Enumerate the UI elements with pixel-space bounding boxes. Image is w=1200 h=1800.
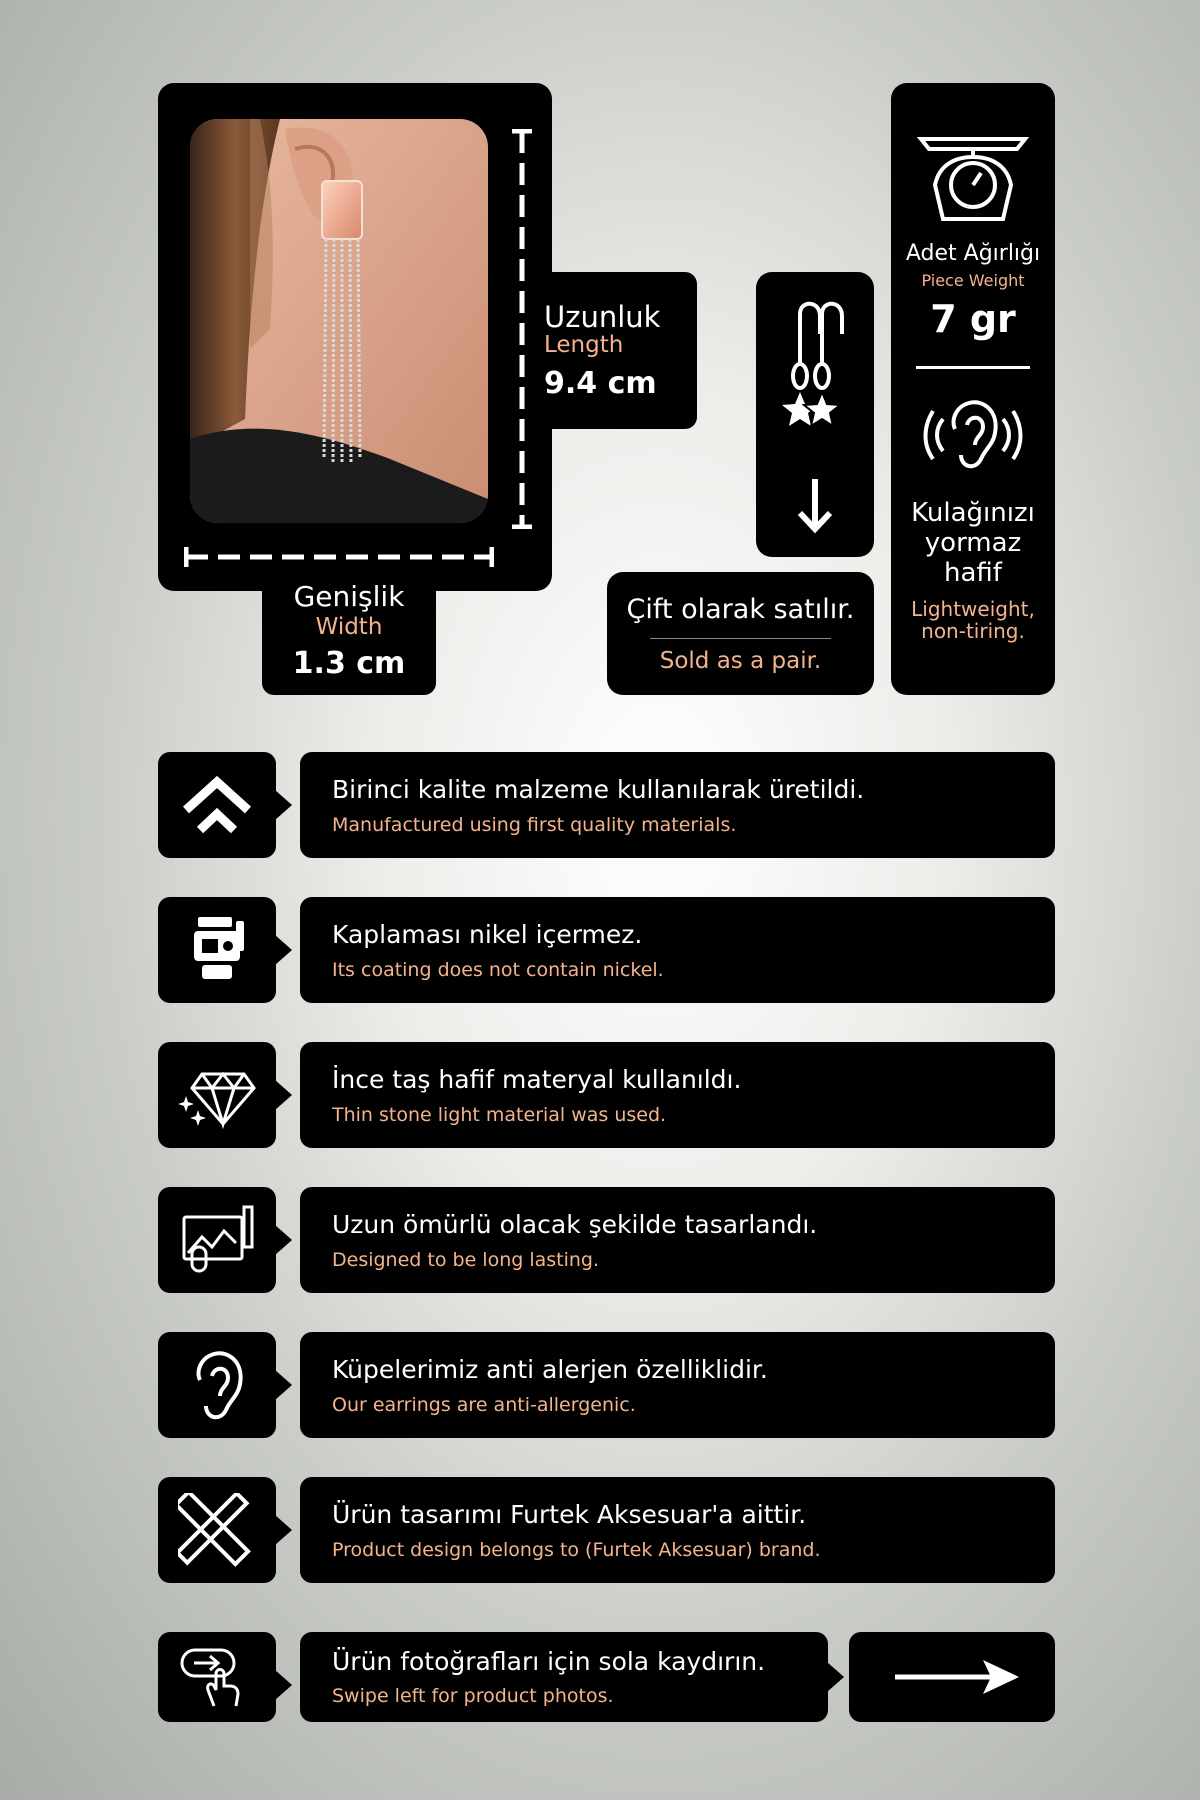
swipe-hint-card	[300, 1632, 828, 1722]
comfort-en-line-2: non-tiring.	[921, 619, 1025, 643]
plating-machine-icon	[178, 913, 256, 987]
width-label-en: Width	[315, 614, 383, 640]
arrow-right-icon	[895, 1660, 1019, 1694]
feature-title: Küpelerimiz anti alerjen özelliklidir.	[332, 1355, 768, 1384]
feature-subtitle: Thin stone light material was used.	[332, 1104, 667, 1126]
ear-icon	[178, 1348, 256, 1422]
width-value: 1.3 cm	[292, 646, 406, 681]
comfort-line-1: Kulağınızı	[911, 498, 1035, 528]
feature-row	[300, 1187, 1055, 1293]
feature-subtitle: Manufactured using first quality materials.	[332, 814, 737, 836]
comfort-line-3: hafif	[944, 558, 1002, 588]
feature-icon-card	[158, 1632, 276, 1722]
comfort-en-line-1: Lightweight,	[911, 597, 1035, 621]
feature-row	[300, 1042, 1055, 1148]
divider	[916, 366, 1030, 369]
feature-title: Birinci kalite malzeme kullanılarak üretildi.	[332, 775, 865, 804]
width-label: Genişlik	[293, 580, 405, 613]
feature-subtitle: Product design belongs to (Furtek Aksesuar) brand.	[332, 1539, 821, 1561]
pencil-ruler-icon	[178, 1493, 256, 1567]
feature-row	[300, 897, 1055, 1003]
feature-icon-card	[158, 1187, 276, 1293]
product-photo	[190, 119, 488, 523]
length-label: Uzunluk	[544, 300, 661, 334]
feature-row	[300, 1332, 1055, 1438]
comfort-line-2: yormaz	[924, 528, 1022, 558]
ear-sound-icon	[923, 395, 1023, 475]
feature-title: Ürün tasarımı Furtek Aksesuar'a aittir.	[332, 1500, 807, 1529]
weight-value: 7 gr	[930, 297, 1016, 341]
feature-icon-card	[158, 752, 276, 858]
arrow-down-icon	[796, 477, 834, 535]
feature-subtitle: Our earrings are anti-allergenic.	[332, 1394, 636, 1416]
feature-icon-card	[158, 897, 276, 1003]
feature-subtitle: Designed to be long lasting.	[332, 1249, 600, 1271]
feature-icon-card	[158, 1332, 276, 1438]
pair-label-en: Sold as a pair.	[659, 648, 822, 674]
feature-title: İnce taş hafif materyal kullanıldı.	[332, 1065, 742, 1094]
weight-label: Adet Ağırlığı	[905, 241, 1041, 266]
feature-row	[300, 752, 1055, 858]
comfort-text-en	[891, 598, 1055, 642]
feature-title: Kaplaması nikel içermez.	[332, 920, 643, 949]
feature-subtitle: Its coating does not contain nickel.	[332, 959, 664, 981]
length-dimension-line	[512, 129, 532, 529]
swipe-title: Ürün fotoğrafları için sola kaydırın.	[332, 1647, 766, 1676]
scale-icon	[917, 135, 1029, 221]
pair-icon-card	[756, 272, 874, 557]
design-board-icon	[178, 1203, 256, 1277]
diamond-icon	[178, 1058, 256, 1132]
quality-arrows-icon	[178, 768, 256, 842]
feature-icon-card	[158, 1042, 276, 1148]
divider	[650, 638, 831, 639]
sold-as-pair-card	[607, 572, 874, 695]
product-photo-card	[158, 83, 552, 591]
length-label-en: Length	[544, 332, 624, 358]
swipe-hand-icon	[178, 1644, 256, 1710]
next-photo-button[interactable]	[849, 1632, 1055, 1722]
width-card	[262, 560, 436, 695]
length-value: 9.4 cm	[544, 366, 657, 401]
length-card	[540, 272, 697, 429]
comfort-text	[891, 498, 1055, 588]
pair-label: Çift olarak satılır.	[626, 594, 855, 625]
weight-label-en: Piece Weight	[921, 271, 1025, 290]
feature-title: Uzun ömürlü olacak şekilde tasarlandı.	[332, 1210, 818, 1239]
feature-icon-card	[158, 1477, 276, 1583]
earring-pair-icon	[774, 294, 858, 434]
swipe-subtitle: Swipe left for product photos.	[332, 1685, 614, 1707]
feature-row	[300, 1477, 1055, 1583]
weight-card	[891, 83, 1055, 695]
